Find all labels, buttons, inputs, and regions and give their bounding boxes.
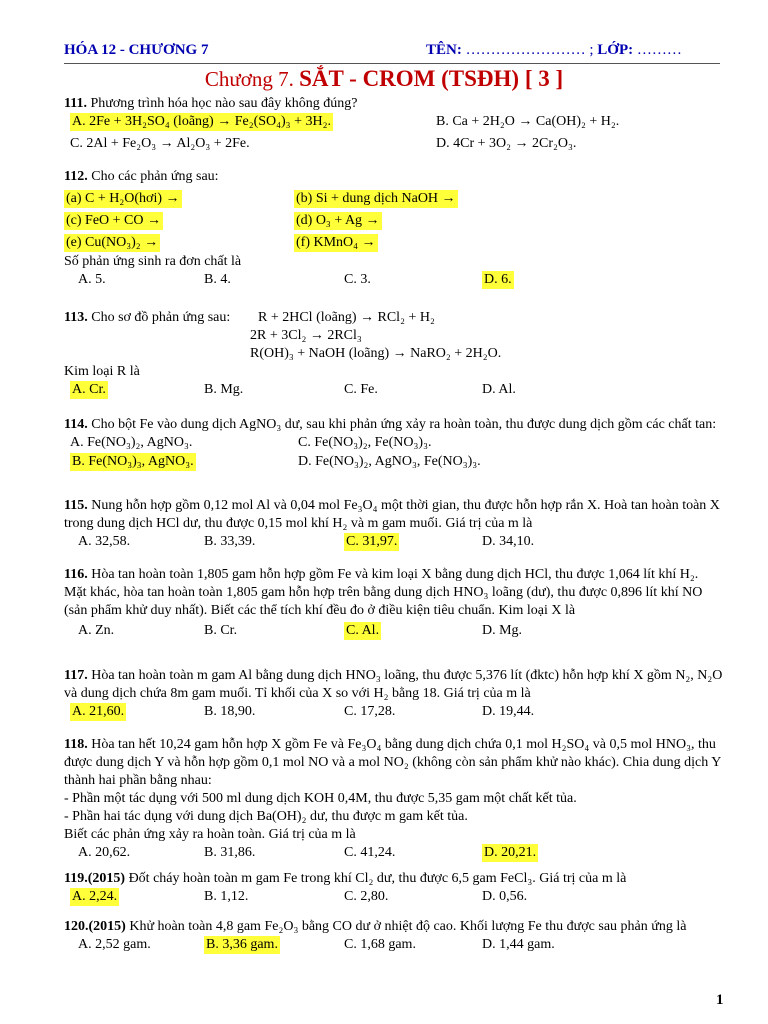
option-c: C. Al. (346, 623, 380, 638)
option-c: C. 2Al + Fe₂O₃ → Al₂O₃ + 2Fe. (70, 136, 250, 151)
question-stem: Cho bột Fe vào dung dịch AgNO₃ dư, sau khi phản ứng xảy ra hoàn toàn, thu được dung dịch gồm các chất tan: (87, 417, 717, 432)
option-d: D. 4Cr + 3O₂ → 2Cr₂O₃. (436, 136, 577, 151)
header (64, 42, 734, 64)
option-d: D. 20,21. (484, 845, 537, 860)
question-number: 116. (64, 567, 88, 582)
question-prompt: Số phản ứng sinh ra đơn chất là (64, 254, 242, 269)
question-117 (64, 667, 724, 722)
reaction-c: (c) FeO + CO → (66, 213, 161, 228)
question-112 (64, 168, 724, 290)
title-main: SẮT - CROM (TSĐH) [ 3 ] (299, 66, 564, 91)
question-prompt: Biết các phản ứng xảy ra hoàn toàn. Giá trị của m là (64, 827, 356, 842)
option-c: C. Fe. (344, 382, 378, 397)
question-stem: Hòa tan hoàn toàn 1,805 gam hỗn hợp gồm Fe và kim loại X bằng dung dịch HCl, thu được 1,064 lít khí H₂. Mặt khác, hòa tan hoàn toàn 1,805 gam hỗn hợp trên bằng dung dịch HNO₃ loãng (dư), thu được 0,896 lít khí NO (sản phẩm khử duy nhất). Biết các thể tích khí đều đo ở điều kiện tiêu chuẩn. Kim loại X là (64, 567, 703, 618)
question-stem: Hòa tan hết 10,24 gam hỗn hợp X gồm Fe và Fe₃O₄ bằng dung dịch chứa 0,1 mol H₂SO₄ và 0,5 mol HNO₃, thu được dung dịch Y và hỗn hợp gồm 0,1 mol NO và a mol NO₂ (không còn sản phẩm khử nào khác). Chia dung dịch Y thành hai phần bằng nhau: (64, 737, 721, 788)
reaction-b: (b) Si + dung dịch NaOH → (296, 191, 456, 206)
reaction-1: R + 2HCl (loãng) → RCl₂ + H₂ (258, 310, 435, 325)
reaction-e: (e) Cu(NO₃)₂ → (66, 235, 159, 250)
option-d: D. Mg. (482, 623, 523, 638)
question-119 (64, 870, 724, 907)
question-116 (64, 566, 724, 641)
question-stem: Phương trình hóa học nào sau đây không đúng? (86, 96, 358, 111)
question-stem: Đốt cháy hoàn toàn m gam Fe trong khí Cl₂ dư, thu được 6,5 gam FeCl₃. Giá trị của m là (125, 871, 627, 886)
option-d: D. 6. (484, 272, 512, 287)
reaction-d: (d) O₃ + Ag → (296, 213, 380, 228)
question-115 (64, 497, 724, 552)
question-113 (64, 309, 724, 400)
student-info (426, 42, 682, 59)
option-a: A. 20,62. (78, 845, 131, 860)
option-c: C. 17,28. (344, 704, 396, 719)
reaction-a: (a) C + H₂O(hơi) → (66, 191, 180, 206)
option-d: D. 34,10. (482, 534, 535, 549)
question-prompt: Kim loại R là (64, 364, 140, 379)
reaction-2: 2R + 3Cl₂ → 2RCl₃ (250, 328, 362, 343)
option-b: B. Cr. (204, 623, 238, 638)
reaction-3: R(OH)₃ + NaOH (loãng) → NaRO₂ + 2H₂O. (250, 346, 502, 361)
option-b: B. 33,39. (204, 534, 256, 549)
question-number: 114. (64, 417, 88, 432)
question-number: 113. (64, 310, 88, 325)
question-114 (64, 416, 724, 472)
question-111 (64, 95, 724, 154)
option-b: B. 18,90. (204, 704, 256, 719)
option-a: A. 32,58. (78, 534, 131, 549)
option-b: B. 4. (204, 272, 231, 287)
option-b: B. Fe(NO₃)₃, AgNO₃. (72, 454, 194, 469)
question-number: 111. (64, 96, 87, 111)
question-120 (64, 918, 724, 955)
option-b: B. Mg. (204, 382, 244, 397)
option-d: D. 19,44. (482, 704, 535, 719)
option-a: A. Cr. (72, 382, 106, 397)
part-two: - Phần hai tác dụng với dung dịch Ba(OH)₂ dư, thu được m gam kết tủa. (64, 809, 468, 824)
class-label: LỚP: (597, 42, 634, 58)
question-number: 117. (64, 668, 88, 683)
reaction-f: (f) KMnO₄ → (296, 235, 376, 250)
question-stem: Cho các phản ứng sau: (87, 169, 219, 184)
option-a: A. 5. (78, 272, 106, 287)
question-118 (64, 736, 724, 863)
option-a: A. 2,24. (72, 889, 118, 904)
option-a: A. 21,60. (72, 704, 125, 719)
question-number: 115. (64, 498, 88, 513)
option-a: A. 2,52 gam. (78, 937, 151, 952)
part-one: - Phần một tác dụng với 500 ml dung dịch KOH 0,4M, thu được 5,35 gam một chất kết tủa. (64, 791, 577, 806)
name-label: TÊN: (426, 42, 462, 58)
question-stem: Cho sơ đồ phản ứng sau: (87, 310, 231, 325)
header-rule (64, 63, 720, 64)
option-c: C. 1,68 gam. (344, 937, 416, 952)
option-a: A. Zn. (78, 623, 115, 638)
question-number: 119.(2015) (64, 871, 126, 886)
page-number: 1 (716, 992, 724, 1008)
question-stem: Khử hoàn toàn 4,8 gam Fe₂O₃ bằng CO dư ở nhiệt độ cao. Khối lượng Fe thu được sau phản ứng là (125, 919, 687, 934)
subject-label: HÓA 12 - CHƯƠNG 7 (64, 42, 209, 58)
question-number: 112. (64, 169, 88, 184)
page-title (0, 66, 768, 92)
question-number: 118. (64, 737, 88, 752)
option-c: C. 41,24. (344, 845, 396, 860)
option-a: A. Fe(NO₃)₂, AgNO₃. (70, 435, 193, 450)
option-d: D. Fe(NO₃)₂, AgNO₃, Fe(NO₃)₃. (298, 454, 481, 469)
option-b: B. Ca + 2H₂O → Ca(OH)₂ + H₂. (436, 114, 620, 129)
option-b: B. 31,86. (204, 845, 256, 860)
option-c: C. Fe(NO₃)₂, Fe(NO₃)₃. (298, 435, 432, 450)
option-d: D. 1,44 gam. (482, 937, 555, 952)
option-c: C. 3. (344, 272, 371, 287)
question-number: 120.(2015) (64, 919, 126, 934)
option-d: D. Al. (482, 382, 516, 397)
option-d: D. 0,56. (482, 889, 528, 904)
option-b: B. 3,36 gam. (206, 937, 278, 952)
option-a: A. 2Fe + 3H₂SO₄ (loãng) → Fe₂(SO₄)₃ + 3H₂. (72, 114, 331, 129)
name-blank: …………………… ; (461, 42, 598, 58)
question-stem: Hòa tan hoàn toàn m gam Al bằng dung dịch HNO₃ loãng, thu được 5,376 lít (đktc) hỗn hợp khí X gồm N₂, N₂O và dung dịch chứa 8m gam muối. Tỉ khối của X so với H₂ bằng 18. Giá trị của m là (64, 668, 723, 701)
title-prefix: Chương 7. (204, 67, 300, 91)
option-c: C. 31,97. (346, 534, 398, 549)
class-blank: ……… (633, 42, 682, 58)
question-stem: Nung hỗn hợp gồm 0,12 mol Al và 0,04 mol Fe₃O₄ một thời gian, thu được hỗn hợp rắn X. Hoà tan hoàn toàn X trong dung dịch HCl dư, thu được 0,15 mol khí H₂ và m gam muối. Giá trị của m là (64, 498, 720, 531)
option-b: B. 1,12. (204, 889, 249, 904)
option-c: C. 2,80. (344, 889, 389, 904)
